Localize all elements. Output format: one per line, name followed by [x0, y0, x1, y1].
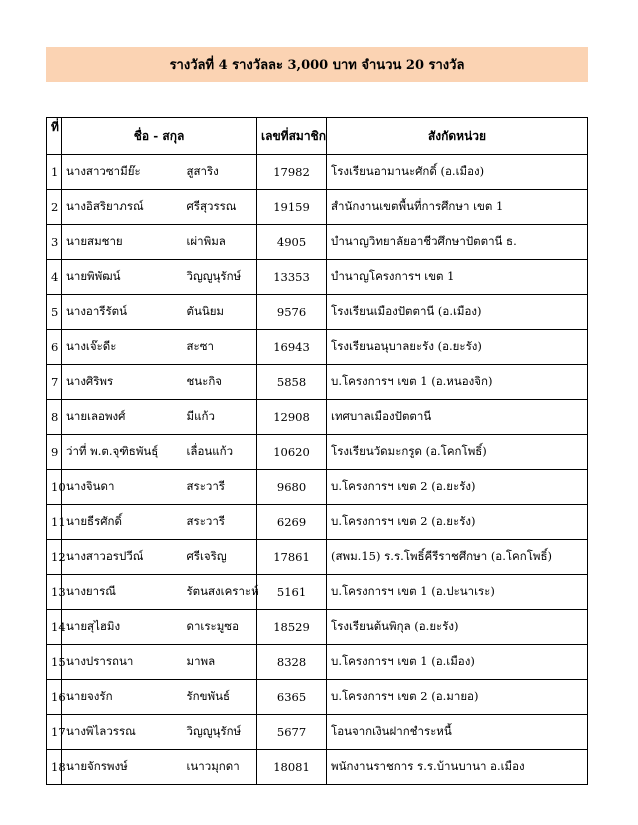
member-id: 17982	[257, 155, 327, 190]
row-number: 14	[47, 610, 62, 645]
last-name: สะซา	[183, 330, 257, 365]
member-id: 6365	[257, 680, 327, 715]
last-name: วิญญูนุรักษ์	[183, 715, 257, 750]
table-row	[47, 295, 588, 330]
affiliation: บ.โครงการฯ เขต 2 (อ.ยะรัง)	[327, 505, 588, 540]
row-number: 4	[47, 260, 62, 295]
member-id: 9576	[257, 295, 327, 330]
affiliation: บ.โครงการฯ เขต 2 (อ.ยะรัง)	[327, 470, 588, 505]
last-name: สูสาริง	[183, 155, 257, 190]
table-row	[47, 155, 588, 190]
row-number: 15	[47, 645, 62, 680]
header-no: ที่	[47, 118, 62, 155]
row-number: 5	[47, 295, 62, 330]
last-name: ศรีสุวรรณ	[183, 190, 257, 225]
affiliation: บำนาญโครงการฯ เขต 1	[327, 260, 588, 295]
affiliation: โรงเรียนอามานะศักดิ์ (อ.เมือง)	[327, 155, 588, 190]
table-row	[47, 505, 588, 540]
row-number: 1	[47, 155, 62, 190]
last-name: รัตนสงเคราะห์	[183, 575, 257, 610]
affiliation: โอนจากเงินฝากชำระหนี้	[327, 715, 588, 750]
first-name: นางสาวซามีย๊ะ	[62, 155, 183, 190]
table-row	[47, 225, 588, 260]
first-name: นายสมชาย	[62, 225, 183, 260]
member-id: 5858	[257, 365, 327, 400]
row-number: 9	[47, 435, 62, 470]
member-id: 12908	[257, 400, 327, 435]
first-name: ว่าที่ พ.ต.จุฑิธพันธุ์	[62, 435, 183, 470]
table-row	[47, 330, 588, 365]
member-id: 10620	[257, 435, 327, 470]
affiliation: บ.โครงการฯ เขต 1 (อ.หนองจิก)	[327, 365, 588, 400]
affiliation: บำนาญวิทยาลัยอาชีวศึกษาปัตตานี ธ.	[327, 225, 588, 260]
table-row	[47, 470, 588, 505]
first-name: นายจักรพงษ์	[62, 750, 183, 785]
first-name: นายสุไฮมิง	[62, 610, 183, 645]
member-id: 8328	[257, 645, 327, 680]
member-id: 18529	[257, 610, 327, 645]
prize-banner	[46, 47, 588, 82]
table-row	[47, 400, 588, 435]
first-name: นายจงรัก	[62, 680, 183, 715]
affiliation: พนักงานราชการ ร.ร.บ้านบานา อ.เมือง	[327, 750, 588, 785]
first-name: นางเจ๊ะดีะ	[62, 330, 183, 365]
affiliation: โรงเรียนวัดมะกรูด (อ.โคกโพธิ์)	[327, 435, 588, 470]
affiliation: โรงเรียนต้นพิกุล (อ.ยะรัง)	[327, 610, 588, 645]
last-name: เผ่าพิมล	[183, 225, 257, 260]
last-name: เนาวมุกดา	[183, 750, 257, 785]
affiliation: โรงเรียนอนุบาลยะรัง (อ.ยะรัง)	[327, 330, 588, 365]
last-name: สระวารี	[183, 470, 257, 505]
member-id: 19159	[257, 190, 327, 225]
row-number: 12	[47, 540, 62, 575]
first-name: นายเลอพงศ์	[62, 400, 183, 435]
first-name: นางพิไลวรรณ	[62, 715, 183, 750]
last-name: วิญญูนุรักษ์	[183, 260, 257, 295]
table-header-row	[47, 118, 588, 155]
last-name: ชนะกิจ	[183, 365, 257, 400]
row-number: 11	[47, 505, 62, 540]
affiliation: โรงเรียนเมืองปัตตานี (อ.เมือง)	[327, 295, 588, 330]
first-name: นางอิสริยาภรณ์	[62, 190, 183, 225]
table-row	[47, 575, 588, 610]
first-name: นางสาวอรปวีณ์	[62, 540, 183, 575]
affiliation: บ.โครงการฯ เขต 2 (อ.มายอ)	[327, 680, 588, 715]
first-name: นางจินดา	[62, 470, 183, 505]
last-name: เลื่อนแก้ว	[183, 435, 257, 470]
header-affiliation: สังกัดหน่วย	[327, 118, 588, 155]
table-row	[47, 260, 588, 295]
table-row	[47, 645, 588, 680]
affiliation: (สพม.15) ร.ร.โพธิ์คีรีราชศึกษา (อ.โคกโพธิ์)	[327, 540, 588, 575]
member-id: 17861	[257, 540, 327, 575]
row-number: 7	[47, 365, 62, 400]
first-name: นางศิริพร	[62, 365, 183, 400]
last-name: ศรีเจริญ	[183, 540, 257, 575]
header-member-id: เลขที่สมาชิก	[257, 118, 327, 155]
affiliation: บ.โครงการฯ เขต 1 (อ.เมือง)	[327, 645, 588, 680]
member-id: 13353	[257, 260, 327, 295]
row-number: 2	[47, 190, 62, 225]
member-id: 4905	[257, 225, 327, 260]
member-id: 5677	[257, 715, 327, 750]
member-id: 9680	[257, 470, 327, 505]
header-name: ชื่อ - สกุล	[62, 118, 257, 155]
last-name: ตันนิยม	[183, 295, 257, 330]
last-name: มาพล	[183, 645, 257, 680]
first-name: นางปรารถนา	[62, 645, 183, 680]
affiliation: เทศบาลเมืองปัตตานี	[327, 400, 588, 435]
affiliation: บ.โครงการฯ เขต 1 (อ.ปะนาเระ)	[327, 575, 588, 610]
winners-table	[46, 117, 588, 785]
row-number: 10	[47, 470, 62, 505]
table-row	[47, 540, 588, 575]
member-id: 6269	[257, 505, 327, 540]
first-name: นางยารณี	[62, 575, 183, 610]
last-name: รักขพันธ์	[183, 680, 257, 715]
row-number: 8	[47, 400, 62, 435]
member-id: 18081	[257, 750, 327, 785]
first-name: นางอารีรัตน์	[62, 295, 183, 330]
member-id: 16943	[257, 330, 327, 365]
table-row	[47, 750, 588, 785]
row-number: 17	[47, 715, 62, 750]
row-number: 13	[47, 575, 62, 610]
row-number: 3	[47, 225, 62, 260]
table-row	[47, 610, 588, 645]
table-row	[47, 190, 588, 225]
first-name: นายธีรศักดิ์	[62, 505, 183, 540]
member-id: 5161	[257, 575, 327, 610]
affiliation: สำนักงานเขตพื้นที่การศึกษา เขต 1	[327, 190, 588, 225]
last-name: ดาเระมูซอ	[183, 610, 257, 645]
table-row	[47, 715, 588, 750]
table-row	[47, 680, 588, 715]
first-name: นายพิพัฒน์	[62, 260, 183, 295]
last-name: มีแก้ว	[183, 400, 257, 435]
last-name: สระวารี	[183, 505, 257, 540]
table-row	[47, 435, 588, 470]
row-number: 18	[47, 750, 62, 785]
table-row	[47, 365, 588, 400]
row-number: 6	[47, 330, 62, 365]
row-number: 16	[47, 680, 62, 715]
prize-banner-text: รางวัลที่ 4 รางวัลละ 3,000 บาท จำนวน 20 รางวัล	[169, 58, 465, 73]
